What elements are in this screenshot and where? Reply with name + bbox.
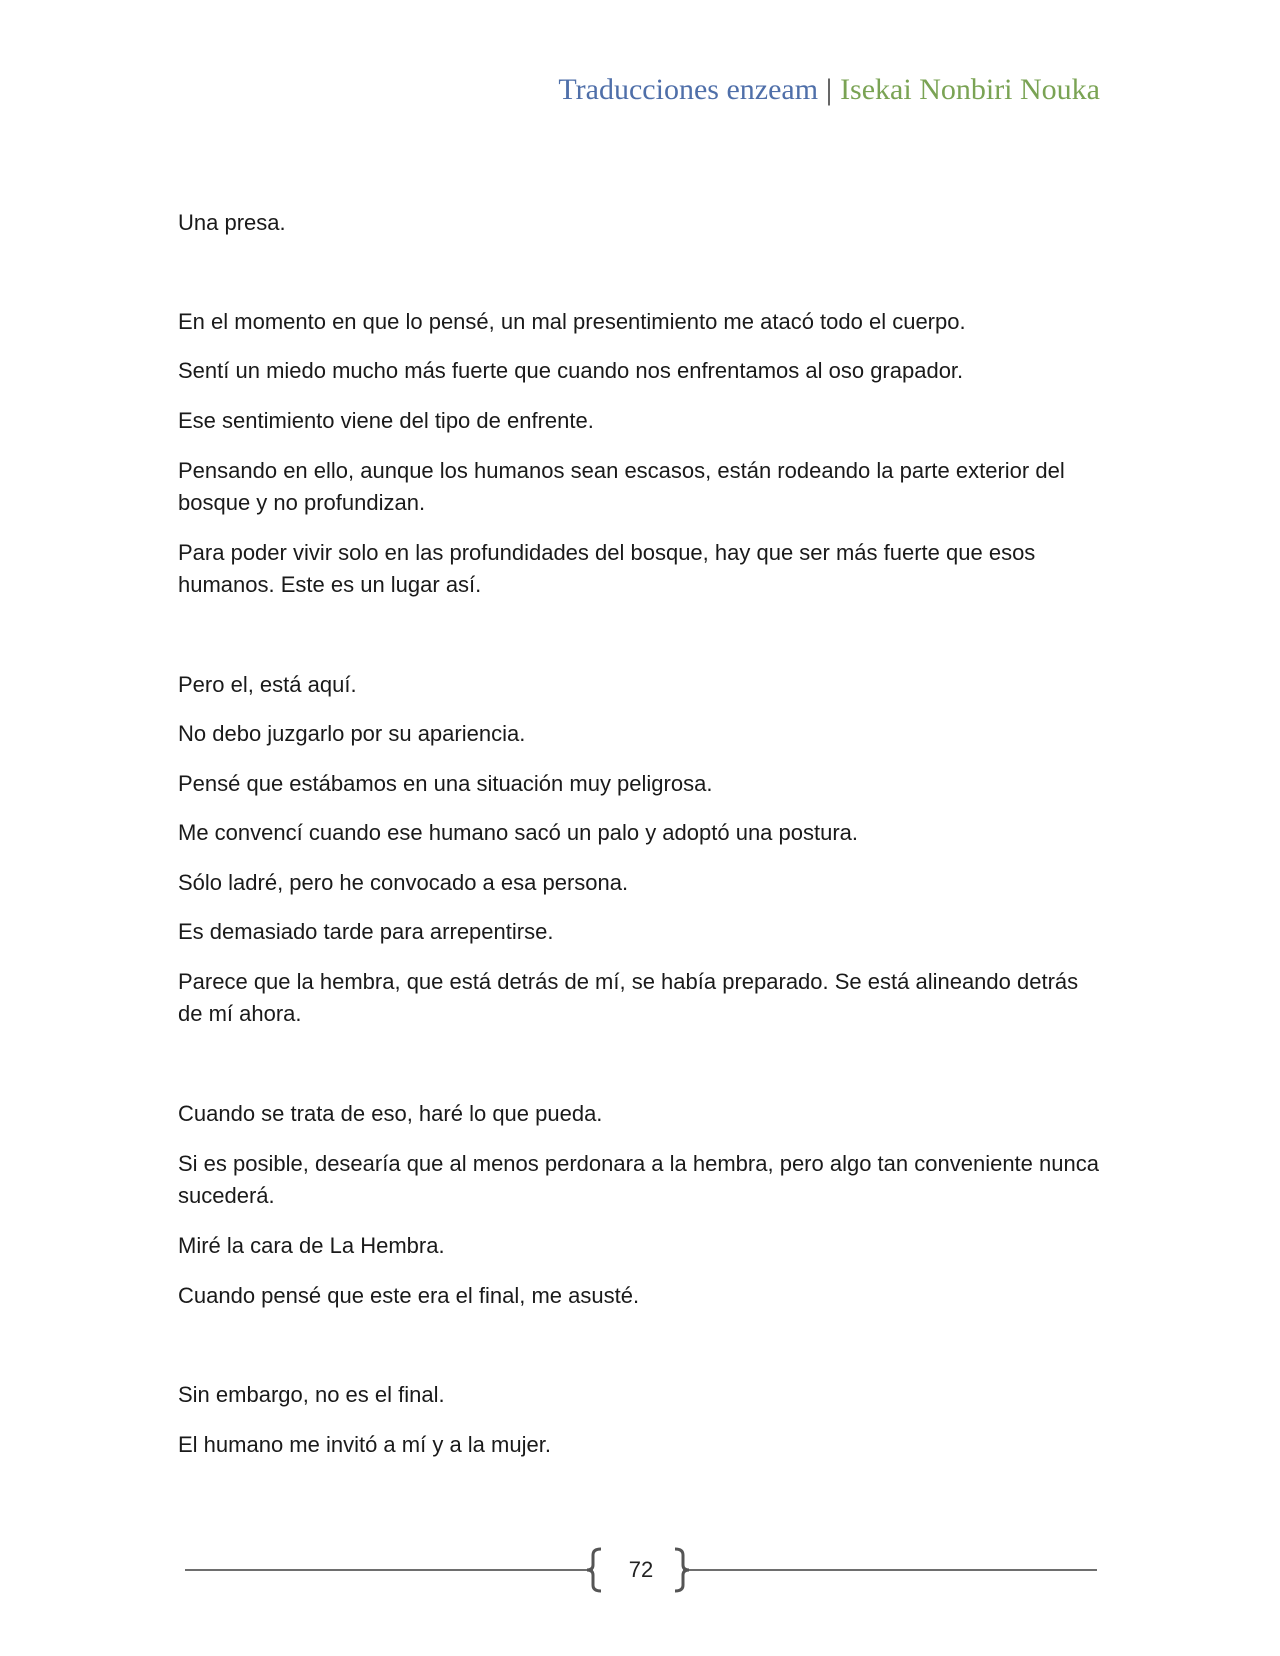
paragraph: Sentí un miedo mucho más fuerte que cuando nos enfrentamos al oso grapador. xyxy=(178,358,964,383)
paragraph: Me convencí cuando ese humano sacó un palo y adoptó una postura. xyxy=(178,820,859,845)
page-header xyxy=(558,70,1100,110)
paragraph: Una presa. xyxy=(178,210,286,235)
paragraph: Sólo ladré, pero he convocado a esa persona. xyxy=(178,870,629,895)
paragraph: No debo juzgarlo por su apariencia. xyxy=(178,721,526,746)
paragraph: Cuando pensé que este era el final, me asusté. xyxy=(178,1283,640,1308)
header-series-title: Isekai Nonbiri Nouka xyxy=(840,73,1100,106)
header-separator: | xyxy=(826,73,833,106)
paragraph: Parece que la hembra, que está detrás de mí, se había preparado. Se está alineando detrás de mí ahora. xyxy=(178,969,1079,1026)
paragraph: Miré la cara de La Hembra. xyxy=(178,1233,445,1258)
paragraph: Cuando se trata de eso, haré lo que pueda. xyxy=(178,1101,603,1126)
paragraph: Pensando en ello, aunque los humanos sean escasos, están rodeando la parte exterior del bosque y no profundizan. xyxy=(178,458,1065,515)
page-number: 72 xyxy=(628,1557,654,1582)
paragraph: Sin embargo, no es el final. xyxy=(178,1382,445,1407)
paragraph: Pensé que estábamos en una situación muy peligrosa. xyxy=(178,771,713,796)
header-site-name: Traducciones enzeam xyxy=(558,73,819,106)
paragraph: Es demasiado tarde para arrepentirse. xyxy=(178,919,554,944)
paragraph: En el momento en que lo pensé, un mal presentimiento me atacó todo el cuerpo. xyxy=(178,309,966,334)
paragraph: Si es posible, desearía que al menos perdonara a la hembra, pero algo tan conveniente nunca sucederá. xyxy=(178,1151,1099,1208)
paragraph: Pero el, está aquí. xyxy=(178,672,357,697)
page-footer xyxy=(185,1545,1097,1595)
paragraph: El humano me invitó a mí y a la mujer. xyxy=(178,1432,551,1457)
paragraph: Para poder vivir solo en las profundidades del bosque, hay que ser más fuerte que esos humanos. Este es un lugar así. xyxy=(178,540,1036,597)
paragraph: Ese sentimiento viene del tipo de enfrente. xyxy=(178,408,594,433)
